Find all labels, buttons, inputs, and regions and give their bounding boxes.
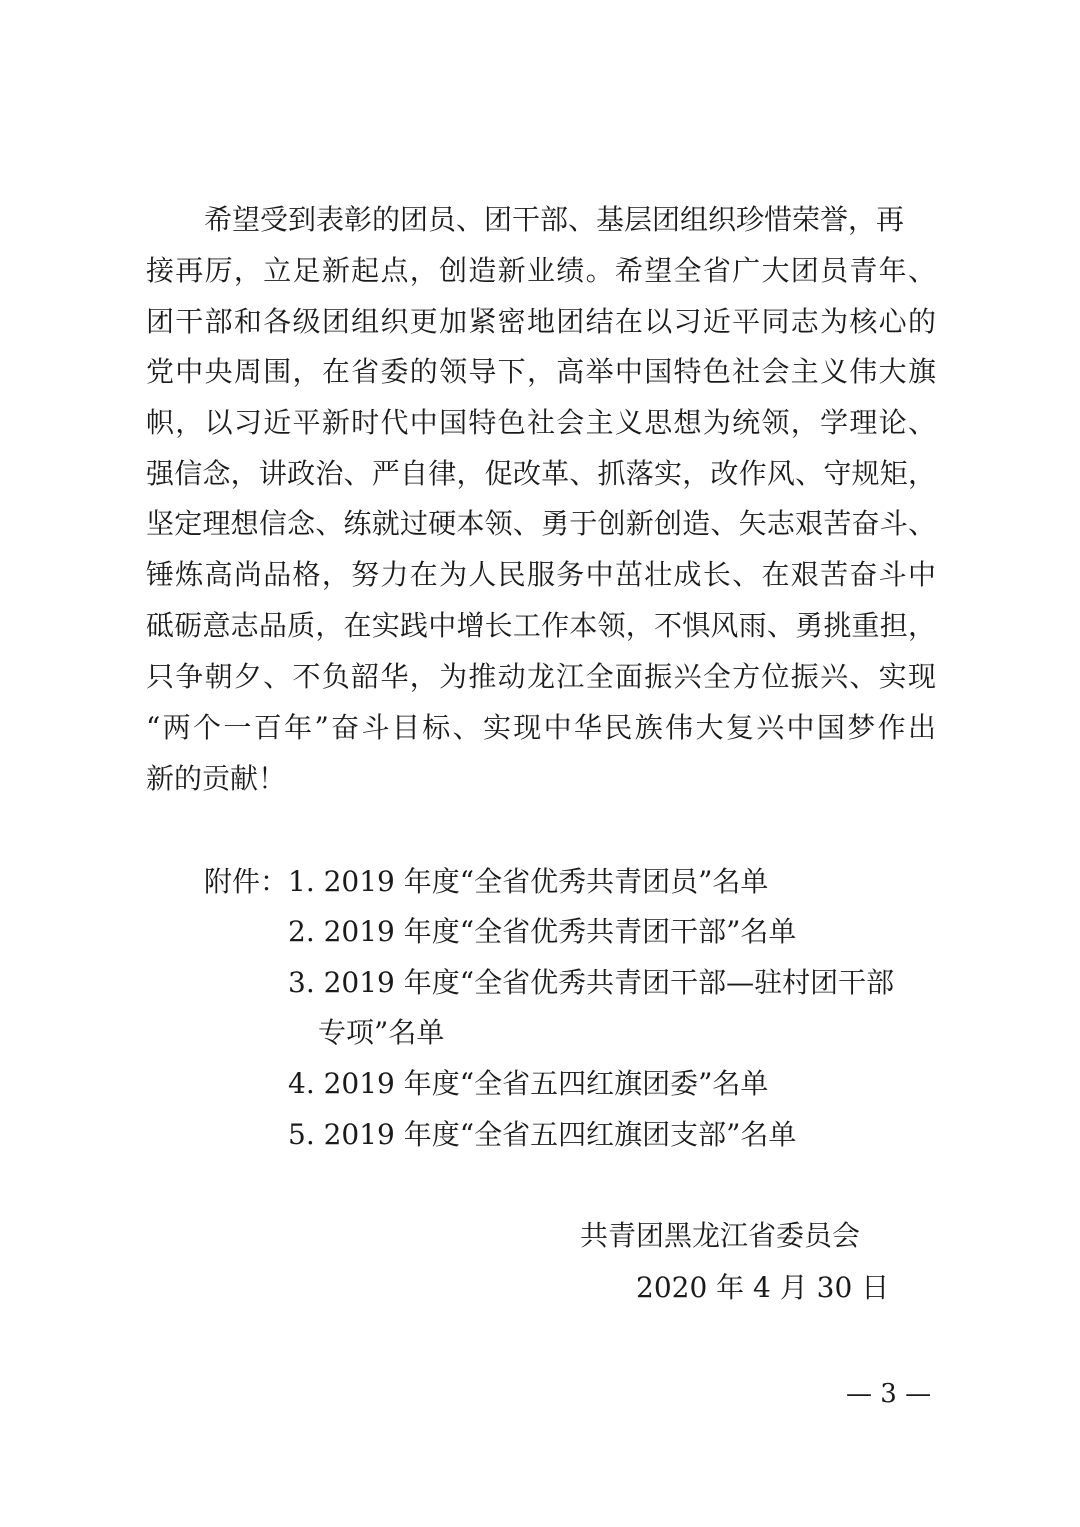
body-line-7: 坚定理想信念、练就过硬本领、勇于创新创造、矢志艰苦奋斗、 (146, 507, 936, 540)
attachment-item-1: 1. 2019 年度“全省优秀共青团员”名单 (288, 865, 769, 898)
signature-date: 2020 年 4 月 30 日 (636, 1271, 890, 1304)
body-line-3: 团干部和各级团组织更加紧密地团结在以习近平同志为核心的 (146, 305, 936, 338)
signature-org: 共青团黑龙江省委员会 (580, 1219, 861, 1252)
body-line-10: 只争朝夕、不负韶华，为推动龙江全面振兴全方位振兴、实现 (146, 660, 936, 693)
body-line-5: 帜，以习近平新时代中国特色社会主义思想为统领，学理论、 (146, 406, 936, 439)
body-line-12: 新的贡献！ (146, 762, 287, 795)
body-line-6: 强信念，讲政治、严自律，促改革、抓落实，改作风、守规矩， (146, 457, 936, 490)
body-line-2: 接再厉，立足新起点，创造新业绩。希望全省广大团员青年、 (146, 254, 936, 287)
body-line-8: 锤炼高尚品格，努力在为人民服务中茁壮成长、在艰苦奋斗中 (146, 558, 936, 591)
attachments-label: 附件： (204, 865, 289, 898)
body-line-4: 党中央周围，在省委的领导下，高举中国特色社会主义伟大旗 (146, 355, 936, 388)
attachment-item-2: 2. 2019 年度“全省优秀共青团干部”名单 (288, 915, 797, 948)
attachment-item-4: 4. 2019 年度“全省五四红旗团委”名单 (288, 1067, 769, 1100)
attachment-item-3-continued: 专项”名单 (318, 1016, 445, 1049)
body-line-1: 希望受到表彰的团员、团干部、基层团组织珍惜荣誉，再 (204, 203, 905, 236)
attachment-item-5: 5. 2019 年度“全省五四红旗团支部”名单 (288, 1118, 797, 1151)
page-number: — 3 — (846, 1379, 932, 1409)
body-line-11: “两个一百年”奋斗目标、实现中华民族伟大复兴中国梦作出 (146, 711, 936, 744)
body-line-9: 砥砺意志品质，在实践中增长工作本领，不惧风雨、勇挑重担， (146, 609, 936, 642)
attachment-item-3: 3. 2019 年度“全省优秀共青团干部—驻村团干部 (288, 966, 895, 999)
